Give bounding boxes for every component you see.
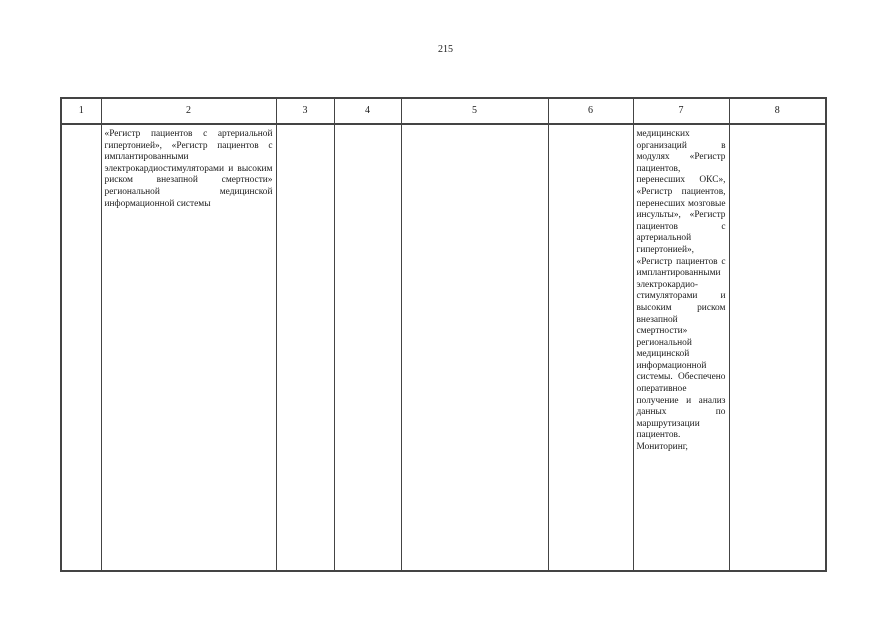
column-header-8: 8 bbox=[729, 98, 826, 124]
cell-col-6 bbox=[548, 124, 633, 571]
column-header-7: 7 bbox=[633, 98, 729, 124]
cell-col-1 bbox=[61, 124, 101, 571]
column-header-5: 5 bbox=[401, 98, 548, 124]
cell-col-2 bbox=[101, 124, 276, 571]
header-row bbox=[61, 98, 826, 124]
cell-col-5 bbox=[401, 124, 548, 571]
cell-col-8 bbox=[729, 124, 826, 571]
table-row bbox=[61, 124, 826, 571]
cell-col-7 bbox=[633, 124, 729, 571]
cell-col-7-text: медицинских организаций в модулях «Регистр пациентов, перенесших ОКС», «Регистр пациентов, перенесших мозговые инсульты», «Регистр пациентов с артериальной гипертонией», «Регистр пациентов с имплантированными электрокардиостимуляторами и высоким риском внезапной смертности» региональной медицинской информационной системы. Обеспечено оперативное получение и анализ данных по маршрутизации пациентов. Мониторинг, bbox=[636, 129, 726, 453]
column-header-4: 4 bbox=[334, 98, 401, 124]
column-header-1: 1 bbox=[61, 98, 101, 124]
column-header-2: 2 bbox=[101, 98, 276, 124]
column-header-6: 6 bbox=[548, 98, 633, 124]
document-table bbox=[60, 97, 827, 572]
page-number: 215 bbox=[438, 44, 453, 55]
cell-col-2-text: «Регистр пациентов с артериальной гипертонией», «Регистр пациентов с имплантированными электрокардиостимуляторами и высоким риском внезапной смертности» региональной медицинской информационной системы bbox=[104, 129, 273, 209]
cell-col-4 bbox=[334, 124, 401, 571]
cell-col-3 bbox=[276, 124, 334, 571]
column-header-3: 3 bbox=[276, 98, 334, 124]
